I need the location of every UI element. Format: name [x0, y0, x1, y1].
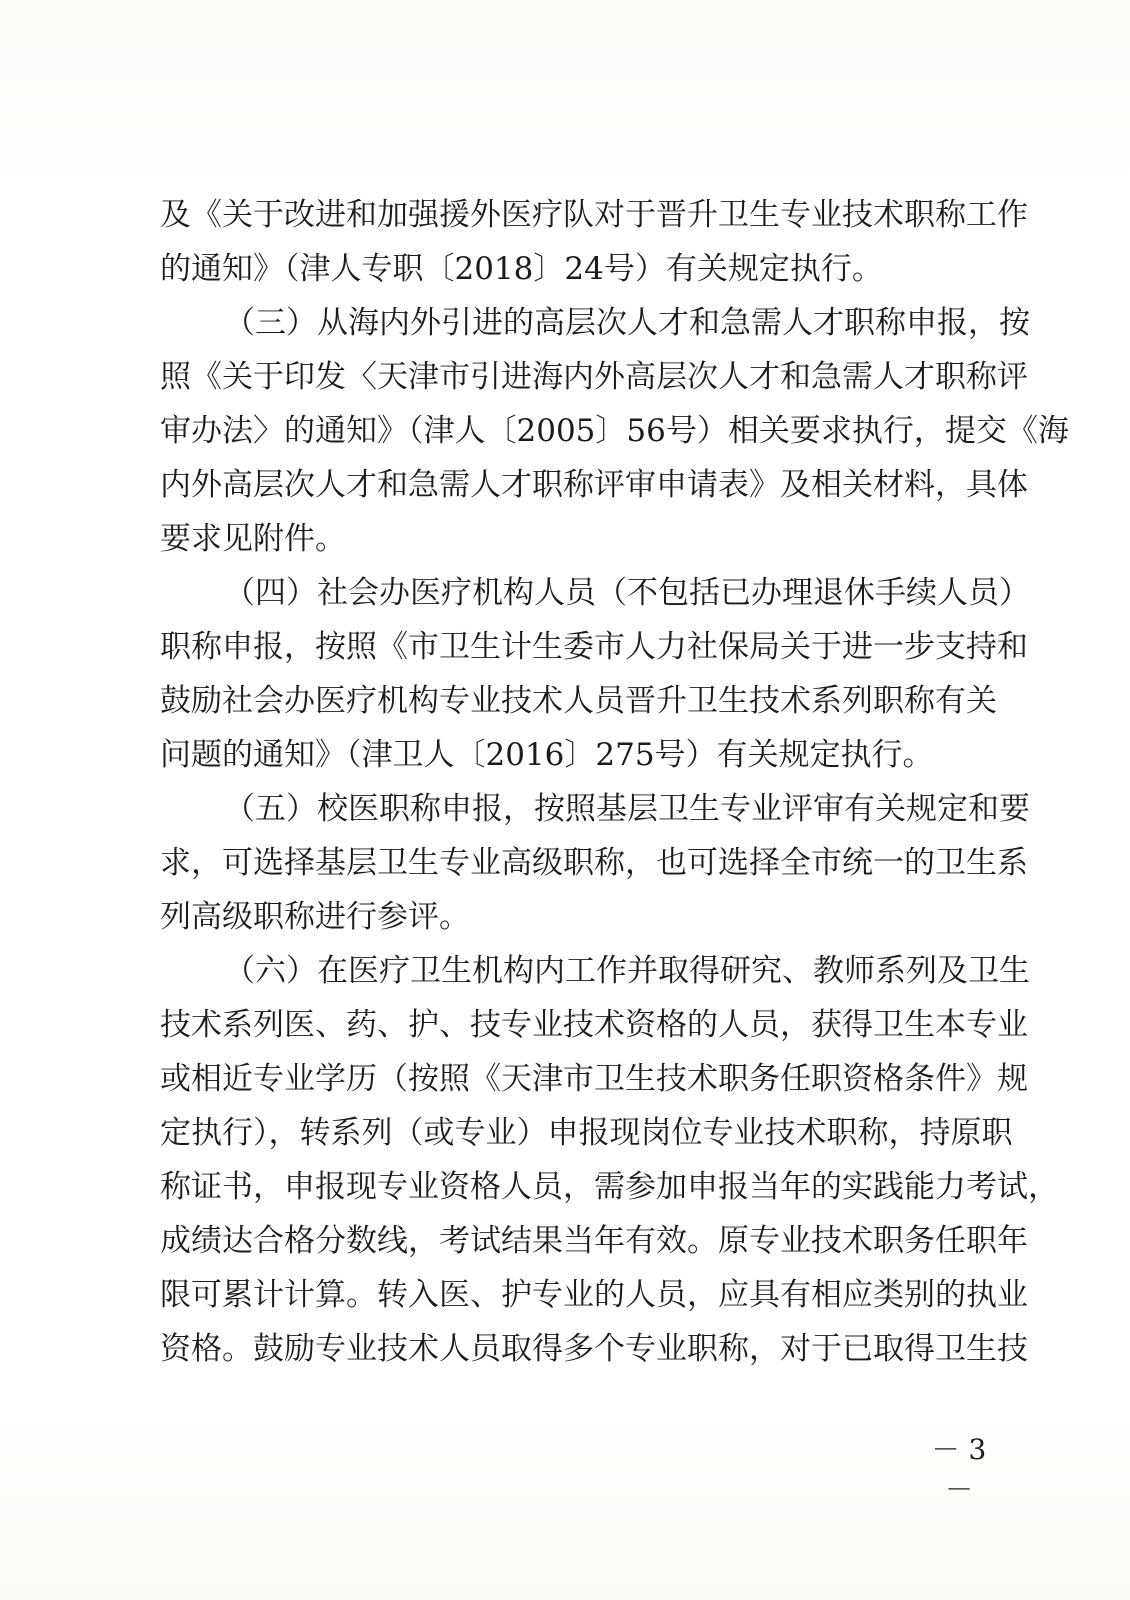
text-line: 审办法〉的通知》（津人〔2005〕56号）相关要求执行，提交《海	[160, 413, 1069, 449]
text-line: 资格。鼓励专业技术人员取得多个专业职称，对于已取得卫生技	[160, 1331, 1028, 1367]
text-line: 问题的通知》（津卫人〔2016〕275号）有关规定执行。	[160, 737, 934, 773]
text-line: （五）校医职称申报，按照基层卫生专业评审有关规定和要	[224, 791, 1030, 827]
text-line: （四）社会办医疗机构人员（不包括已办理退休手续人员）	[224, 575, 1030, 611]
text-line: （三）从海内外引进的高层次人才和急需人才职称申报，按	[224, 305, 1030, 341]
text-line: 的通知》（津人专职〔2018〕24号）有关规定执行。	[160, 251, 883, 287]
text-line: 求，可选择基层卫生专业高级职称，也可选择全市统一的卫生系	[160, 845, 1028, 881]
text-line: 限可累计计算。转入医、护专业的人员，应具有相应类别的执业	[160, 1277, 1028, 1313]
text-line: 职称申报，按照《市卫生计生委市人力社保局关于进一步支持和	[160, 629, 1028, 665]
document-body	[160, 188, 1069, 1376]
text-line: 或相近专业学历（按照《天津市卫生技术职务任职资格条件》规	[160, 1061, 1028, 1097]
text-line: 及《关于改进和加强援外医疗队对于晋升卫生专业技术职称工作	[160, 197, 1028, 233]
text-line: 定执行），转系列（或专业）申报现岗位专业技术职称，持原职	[160, 1115, 1013, 1151]
text-line: 鼓励社会办医疗机构专业技术人员晋升卫生技术系列职称有关	[160, 683, 997, 719]
text-line: 技术系列医、药、护、技专业技术资格的人员，获得卫生本专业	[160, 1007, 1028, 1043]
text-line: 称证书，申报现专业资格人员，需参加申报当年的实践能力考试，	[160, 1169, 1059, 1205]
text-line: 要求见附件。	[160, 521, 346, 557]
text-line: 成绩达合格分数线，考试结果当年有效。原专业技术职务任职年	[160, 1223, 1028, 1259]
text-line: （六）在医疗卫生机构内工作并取得研究、教师系列及卫生	[224, 953, 1030, 989]
text-line: 内外高层次人才和急需人才职称评审申请表》及相关材料，具体	[160, 467, 1028, 503]
text-line: 列高级职称进行参评。	[160, 899, 470, 935]
page-number: － 3 －	[931, 1433, 987, 1506]
text-line: 照《关于印发〈天津市引进海内外高层次人才和急需人才职称评	[160, 359, 1028, 395]
